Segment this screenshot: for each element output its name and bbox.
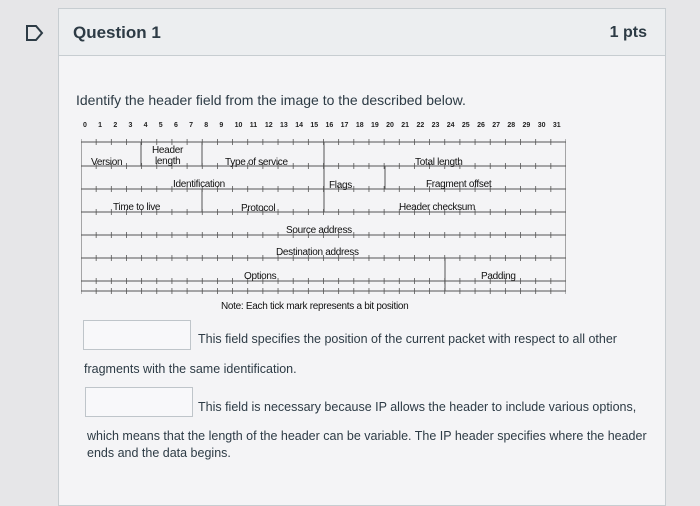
bit-number: 17 bbox=[340, 122, 349, 129]
answer-1-description-line2: fragments with the same identification. bbox=[84, 362, 297, 376]
answer-2-description-line3: ends and the data begins. bbox=[87, 446, 231, 460]
bit-number: 13 bbox=[280, 122, 288, 129]
field-type-of-service: Type of service bbox=[225, 157, 288, 168]
bit-number: 2 bbox=[113, 122, 118, 129]
field-destination-address: Destination address bbox=[276, 247, 359, 258]
field-version: Version bbox=[91, 157, 123, 168]
bit-number: 11 bbox=[249, 122, 258, 129]
field-padding: Padding bbox=[481, 271, 516, 282]
answer-2-description-line2: which means that the length of the header can be variable. The IP header specifies where the header bbox=[87, 429, 647, 443]
question-points: 1 pts bbox=[609, 24, 647, 41]
bit-number: 21 bbox=[401, 122, 410, 129]
bit-number: 6 bbox=[173, 122, 178, 129]
bit-number: 25 bbox=[461, 122, 470, 129]
answer-input-2[interactable] bbox=[85, 387, 193, 417]
bit-number: 29 bbox=[522, 122, 531, 129]
bit-number: 18 bbox=[355, 122, 364, 129]
field-options: Options bbox=[244, 271, 277, 282]
field-identification: Identification bbox=[173, 179, 225, 190]
bit-number: 24 bbox=[446, 122, 455, 129]
bit-number: 31 bbox=[552, 122, 561, 129]
bit-number: 5 bbox=[158, 122, 163, 129]
answer-1-description-line1: This field specifies the position of the current packet with respect to all other bbox=[198, 332, 617, 346]
field-flags: Flags bbox=[329, 180, 352, 191]
bit-number: 19 bbox=[370, 122, 379, 129]
question-title: Question 1 bbox=[73, 23, 161, 42]
field-header-length-line2: length bbox=[155, 156, 181, 167]
bit-number: 28 bbox=[507, 122, 516, 129]
field-fragment-offset: Fragment offset bbox=[426, 179, 492, 190]
bit-number: 15 bbox=[310, 122, 319, 129]
bit-number: 1 bbox=[98, 122, 103, 129]
bit-number: 9 bbox=[219, 122, 224, 129]
field-total-length: Total length bbox=[415, 157, 463, 168]
question-header bbox=[59, 9, 665, 56]
bit-number: 20 bbox=[386, 122, 394, 129]
bit-number: 23 bbox=[431, 122, 440, 129]
bit-number: 14 bbox=[295, 122, 303, 129]
answer-2-description-line1: This field is necessary because IP allows the header to include various options, bbox=[198, 400, 637, 414]
bit-number: 26 bbox=[477, 122, 485, 129]
field-header-length-line1: Header bbox=[152, 145, 183, 156]
bit-number: 16 bbox=[325, 122, 334, 129]
question-card bbox=[58, 8, 666, 506]
bit-number: 27 bbox=[492, 122, 501, 129]
ip-header-diagram bbox=[81, 122, 566, 320]
field-time-to-live: Time to live bbox=[113, 202, 161, 213]
bit-number: 10 bbox=[234, 122, 243, 129]
field-header-checksum: Header checksum bbox=[399, 202, 476, 213]
bit-number: 3 bbox=[128, 122, 133, 129]
bit-number: 22 bbox=[416, 122, 425, 129]
bookmark-flag-icon[interactable] bbox=[24, 22, 46, 44]
question-prompt: Identify the header field from the image to the described below. bbox=[76, 92, 466, 108]
bit-number: 0 bbox=[83, 122, 87, 129]
field-protocol: Protocol bbox=[241, 203, 276, 214]
diagram-note: Note: Each tick mark represents a bit position bbox=[221, 301, 409, 312]
bit-number: 8 bbox=[204, 122, 209, 129]
bit-number: 30 bbox=[537, 122, 546, 129]
bit-number: 7 bbox=[189, 122, 193, 129]
answer-input-1[interactable] bbox=[83, 320, 191, 350]
field-source-address: Source address bbox=[286, 225, 352, 236]
bit-number: 12 bbox=[264, 122, 273, 129]
bit-number: 4 bbox=[143, 122, 148, 129]
